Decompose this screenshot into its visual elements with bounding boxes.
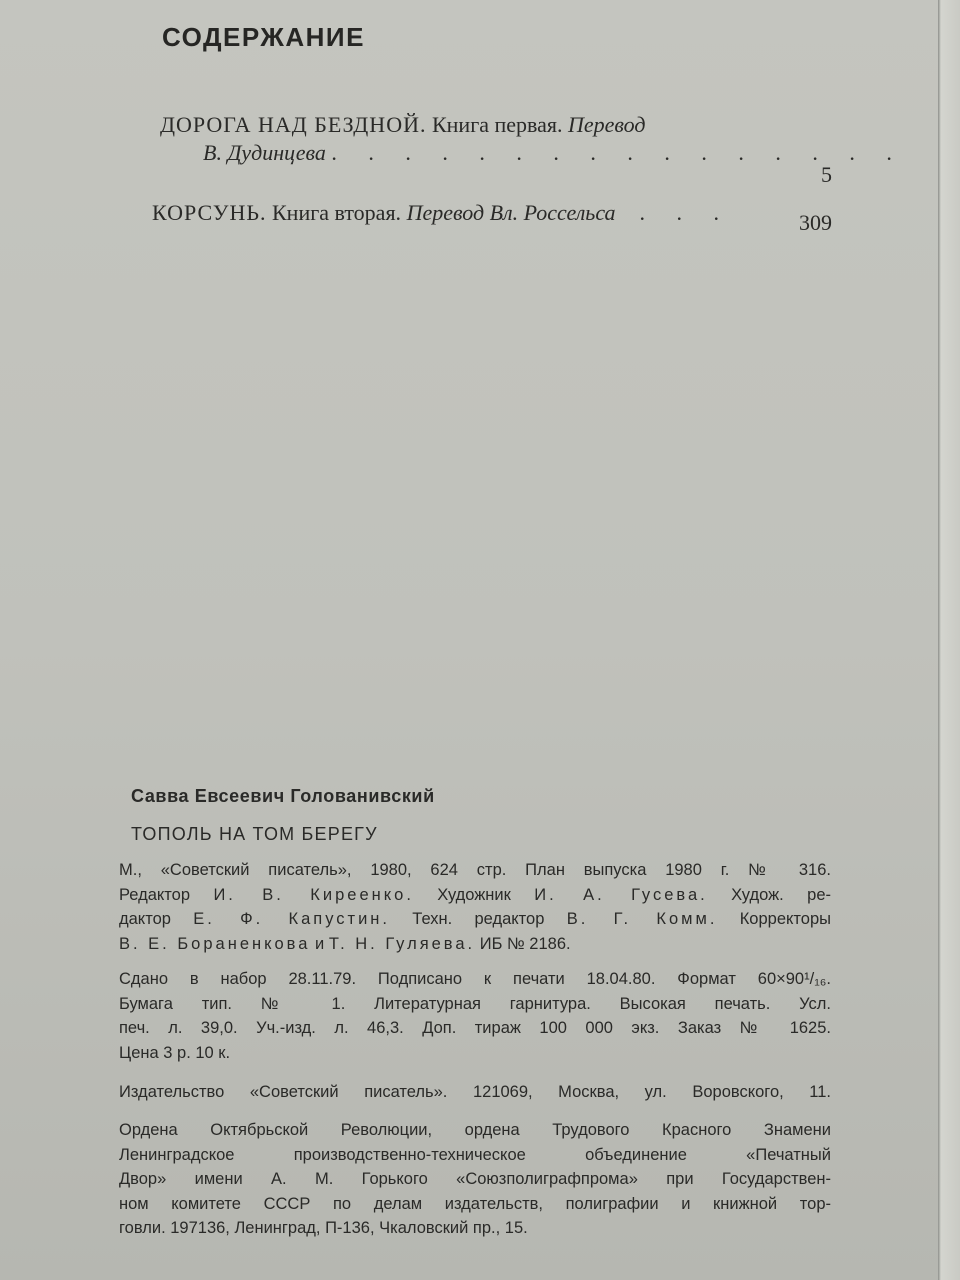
text-run: Корректоры <box>717 910 832 928</box>
toc-entry-title: ДОРОГА НАД БЕЗДНОЙ. <box>160 112 427 137</box>
toc-entry-translation: Перевод <box>568 112 646 137</box>
proofreader-name: Т. Н. Гуляева. <box>328 934 476 953</box>
printer-line: Ленинградское производственно-техническое объединение «Печатный <box>119 1145 831 1164</box>
editor-name: И. В. Киреенко. <box>213 885 414 904</box>
toc-leader-dots: . . . <box>621 200 733 225</box>
toc-entry-1-line-1 <box>160 112 646 138</box>
toc-entry-translation: Перевод Вл. Россельса <box>406 200 616 225</box>
printer-line: говли. 197136, Ленинград, П-136, Чкаловский пр., 15. <box>119 1219 528 1237</box>
publisher-line: Издательство «Советский писатель». 121069, Москва, ул. Воровского, 11. <box>119 1083 831 1101</box>
publication-info <box>119 858 831 956</box>
text-run: Художник <box>413 885 535 904</box>
toc-entry-2-page: 309 <box>799 210 832 235</box>
print-line: Сдано в набор 28.11.79. Подписано к печати 18.04.80. Формат 60×90¹/₁₆. <box>119 970 831 988</box>
text-run: дактор <box>119 910 194 928</box>
page-edge <box>938 0 960 1280</box>
printer-line: Двор» имени А. М. Горького «Союзполиграфпрома» при Государствен- <box>119 1170 831 1188</box>
publication-line: М., «Советский писатель», 1980, 624 стр. План выпуска 1980 г. № 316. <box>119 861 831 879</box>
publisher-address <box>119 1080 831 1105</box>
contents-heading: СОДЕРЖАНИЕ <box>162 22 365 52</box>
text-run: и <box>310 934 329 953</box>
toc-leader-dots: . . . . . . . . . . . . . . . . <box>331 140 905 165</box>
printer-info <box>119 1118 831 1241</box>
author-name: Савва Евсеевич Голованивский <box>131 786 435 806</box>
tech-editor-name: В. Г. Комм. <box>566 910 718 928</box>
text-run: Худож. ре- <box>707 885 831 904</box>
printer-line: Ордена Октябрьской Революции, ордена Трудового Красного Знамени <box>119 1121 831 1139</box>
artist-name: И. А. Гусева. <box>534 885 708 904</box>
book-title: ТОПОЛЬ НА ТОМ БЕРЕГУ <box>131 824 378 844</box>
print-details <box>119 967 831 1065</box>
toc-entry-1-page: 5 <box>821 162 832 187</box>
toc-entry-book: Книга вторая. <box>272 200 402 225</box>
text-run: ИБ № 2186. <box>475 934 571 953</box>
toc-entry-title: КОРСУНЬ. <box>152 200 267 225</box>
print-line: Бумага тип. № 1. Литературная гарнитура. Высокая печать. Усл. <box>119 994 831 1013</box>
proofreader-name: В. Е. Бораненкова <box>119 934 311 953</box>
printer-line: ном комитете СССР по делам издательств, полиграфии и книжной тор- <box>119 1194 831 1213</box>
toc-entry-translator: В. Дудинцева <box>203 140 326 165</box>
publication-line <box>119 883 831 908</box>
print-line: Цена 3 р. 10 к. <box>119 1043 231 1062</box>
text-run: Редактор <box>119 885 214 904</box>
publication-line <box>119 932 831 957</box>
toc-entry-book: Книга первая. <box>431 112 563 137</box>
text-run: Техн. редактор <box>390 910 567 928</box>
art-editor-name: Е. Ф. Капустин. <box>193 910 391 928</box>
print-line: печ. л. 39,0. Уч.-изд. л. 46,3. Доп. тираж 100 000 экз. Заказ № 1625. <box>119 1019 831 1037</box>
toc-entry-2-line-1 <box>152 200 732 226</box>
publication-line <box>119 907 831 932</box>
